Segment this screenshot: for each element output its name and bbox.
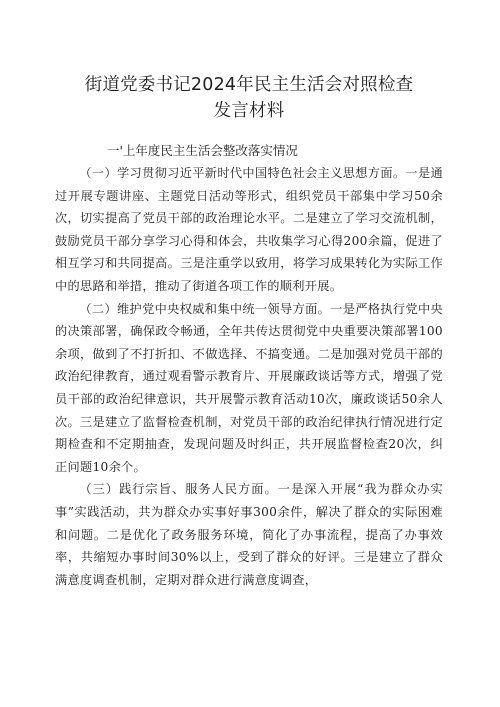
title-line-1: 街道党委书记2024年民主生活会对照检查 [84, 75, 414, 95]
paragraph-3: （三）践行宗旨、服务人民方面。一是深入开展“我为群众办实事”实践活动，共为群众办实事好事300余件，解决了群众的实际困难和问题。二是优化了政务服务环境，简化了办事流程，提高了办事效率，共缩短办事时间30%以上，受到了群众的好评。三是建立了群众满意度调查机制，定期对群众进行满意度调查， [55, 482, 443, 587]
document-title [55, 72, 443, 124]
paragraph-1: （一）学习贯彻习近平新时代中国特色社会主义思想方面。一是通过开展专题讲座、主题党日活动等形式，组织党员干部集中学习50余次，切实提高了党员干部的政治理论水平。二是建立了学习交流机制，鼓励党员干部分享学习心得和体会，共收集学习心得200余篇，促进了相互学习和共同提高。三是注重学以致用，将学习成果转化为实际工作中的思路和举措，推动了街道各项工作的顺利开展。 [55, 166, 443, 293]
title-line-2: 发言材料 [213, 101, 285, 121]
section-heading-1: 一'上年度民主生活会整改落实情况 [107, 143, 298, 158]
paragraph-2: （二）维护党中央权威和集中统一领导方面。一是严格执行党中央的决策部署，确保政令畅通，全年共传达贯彻党中央重要决策部署100余项，做到了不打折扣、不做选择、不搞变通。二是加强对党员干部的政治纪律教育，通过观看警示教育片、开展廉政谈话等方式，增强了党员干部的政治纪律意识，共开展警示教育活动10次，廉政谈话50余人次。三是建立了监督检查机制，对党员干部的政治纪律执行情况进行定期检查和不定期抽查，发现问题及时纠正，共开展监督检查20次，纠正问题10余个。 [55, 301, 443, 474]
